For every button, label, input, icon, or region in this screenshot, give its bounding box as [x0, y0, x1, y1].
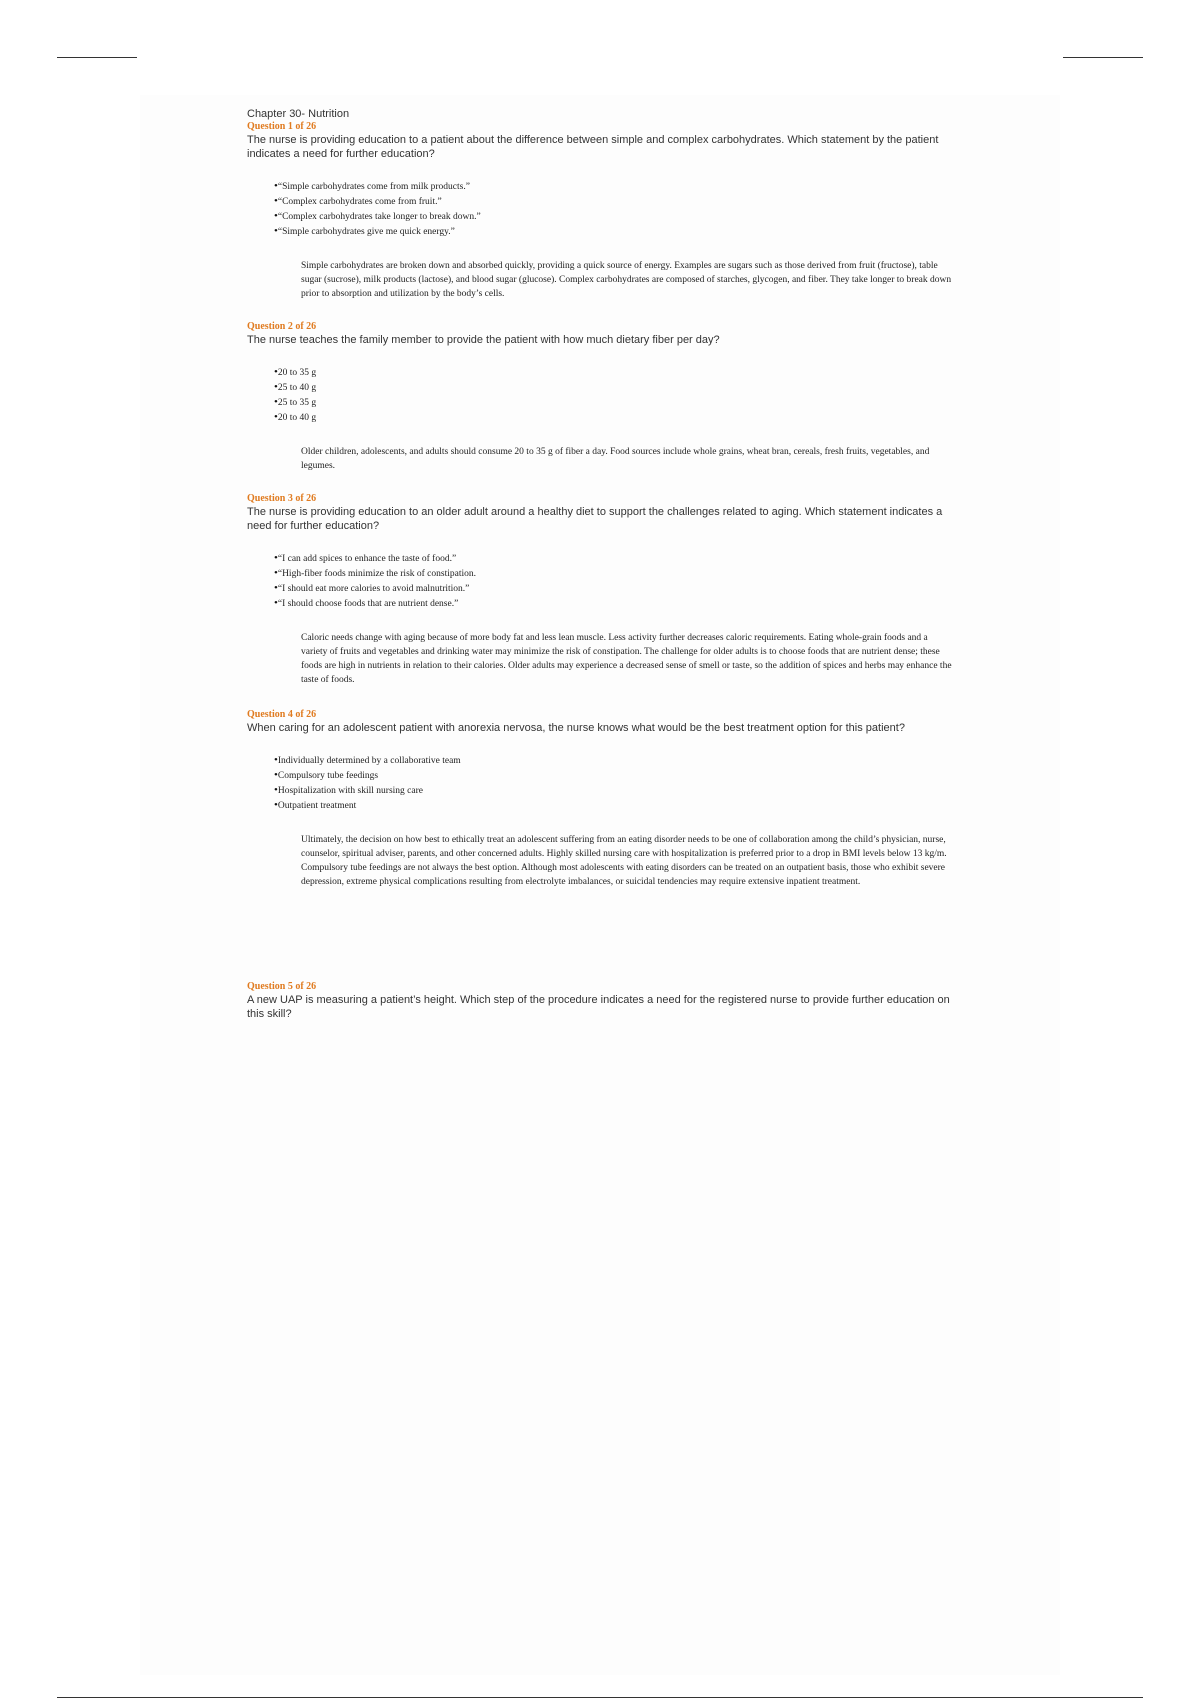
answer-options	[247, 753, 957, 813]
rationale-text: Caloric needs change with aging because of more body fat and less lean muscle. Less activity further decreases caloric requirements. Eating whole-grain foods and a variety of fruits and vegetables and drinking water may minimize the risk of constipation. The challenge for older adults is to choose foods that are nutrient dense; these foods are high in nutrients in relation to their calories. Older adults may experience a decreased sense of smell or taste, so the addition of spices and herbs may enhance the taste of foods.	[301, 633, 952, 685]
header-rule-right	[1063, 57, 1143, 58]
answer-option[interactable]: • “Simple carbohydrates give me quick energy.”	[274, 224, 957, 239]
answer-option[interactable]: • “I should choose foods that are nutrient dense.”	[274, 596, 957, 611]
question-text: A new UAP is measuring a patient’s height. Which step of the procedure indicates a need for the registered nurse to provide further education on this skill?	[247, 994, 950, 1020]
question-block	[247, 709, 957, 889]
answer-options	[247, 365, 957, 425]
rationale-text: Simple carbohydrates are broken down and absorbed quickly, providing a quick source of energy. Examples are sugars such as those derived from fruit (fructose), table sugar (sucrose), milk products (lactose), and blood sugar (glucose). Complex carbohydrates are composed of starches, glycogen, and fiber. They take longer to break down prior to absorption and utilization by the body’s cells.	[301, 261, 952, 299]
answer-option[interactable]: • 20 to 35 g	[274, 365, 957, 380]
answer-option[interactable]: • “High-fiber foods minimize the risk of constipation.	[274, 566, 957, 581]
question-block	[247, 321, 957, 473]
answer-option[interactable]: • “I should eat more calories to avoid malnutrition.”	[274, 581, 957, 596]
rationale-text: Older children, adolescents, and adults should consume 20 to 35 g of fiber a day. Food sources include whole grains, wheat bran, cereals, fresh fruits, vegetables, and legumes.	[301, 447, 930, 471]
question-label: Question 3 of 26	[247, 493, 317, 504]
question-label: Question 5 of 26	[247, 981, 317, 992]
answer-option[interactable]: • 20 to 40 g	[274, 410, 957, 425]
answer-options	[247, 179, 957, 239]
answer-option[interactable]: • “Simple carbohydrates come from milk products.”	[274, 179, 957, 194]
answer-option[interactable]: • 25 to 40 g	[274, 380, 957, 395]
document-body	[247, 108, 957, 1021]
question-block	[247, 493, 957, 687]
answer-option[interactable]: • Compulsory tube feedings	[274, 768, 957, 783]
answer-option[interactable]: • Hospitalization with skill nursing care	[274, 783, 957, 798]
question-block	[247, 121, 957, 301]
answer-option[interactable]: • 25 to 35 g	[274, 395, 957, 410]
question-label: Question 4 of 26	[247, 709, 317, 720]
answer-option[interactable]: • Outpatient treatment	[274, 798, 957, 813]
question-label: Question 2 of 26	[247, 321, 317, 332]
footer-rule	[57, 1697, 1143, 1698]
answer-option[interactable]: • “Complex carbohydrates take longer to break down.”	[274, 209, 957, 224]
question-text: The nurse is providing education to a patient about the difference between simple and complex carbohydrates. Which statement by the patient indicates a need for further education?	[247, 134, 939, 160]
chapter-title: Chapter 30- Nutrition	[247, 108, 350, 120]
question-text: When caring for an adolescent patient with anorexia nervosa, the nurse knows what would be the best treatment option for this patient?	[247, 722, 905, 734]
answer-option[interactable]: • “Complex carbohydrates come from fruit.”	[274, 194, 957, 209]
question-block	[247, 981, 957, 1021]
question-text: The nurse is providing education to an older adult around a healthy diet to support the challenges related to aging. Which statement indicates a need for further education?	[247, 506, 943, 532]
question-label: Question 1 of 26	[247, 121, 317, 132]
header-rule-left	[57, 57, 137, 58]
question-text: The nurse teaches the family member to provide the patient with how much dietary fiber per day?	[247, 334, 720, 346]
answer-options	[247, 551, 957, 611]
answer-option[interactable]: • “I can add spices to enhance the taste of food.”	[274, 551, 957, 566]
rationale-text: Ultimately, the decision on how best to ethically treat an adolescent suffering from an eating disorder needs to be one of collaboration among the child’s physician, nurse, counselor, spiritual adviser, parents, and other concerned adults. Highly skilled nursing care with hospitalization is preferred prior to a drop in BMI levels below 13 kg/m. Compulsory tube feedings are not always the best option. Although most adolescents with eating disorders can be treated on an outpatient basis, those who exhibit severe depression, extreme physical complications resulting from electrolyte imbalances, or suicidal tendencies may require extensive inpatient treatment.	[301, 835, 947, 887]
answer-option[interactable]: • Individually determined by a collaborative team	[274, 753, 957, 768]
